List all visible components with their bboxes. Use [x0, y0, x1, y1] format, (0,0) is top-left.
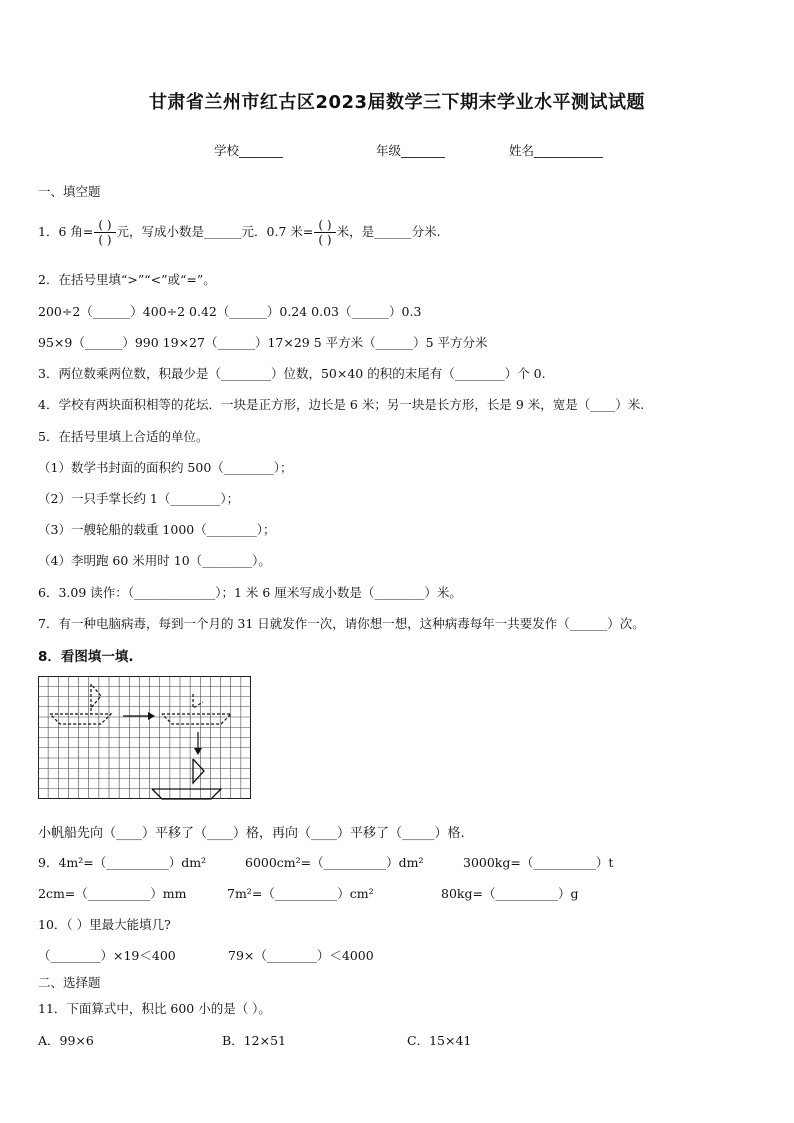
question-10-item-1: （________）×19＜400 — [38, 948, 176, 963]
grade-field: 年级_______ — [376, 143, 445, 158]
q1-middle: 元，写成小数是______元．0.7 米= — [116, 224, 314, 239]
question-6: 6．3.09 读作：（_____________）；1 米 6 厘米写成小数是（________）米。 — [38, 585, 462, 600]
question-3: 3．两位数乘两位数，积最少是（________）位数，50×40 的积的末尾有（________）个 0. — [38, 366, 546, 381]
question-7: 7．有一种电脑病毒，每到一个月的 31 日就发作一次，请你想一想，这种病毒每年一共要发作（______）次。 — [38, 616, 645, 631]
question-9-c: 3000kg=（__________）t — [463, 855, 614, 870]
question-11-option-a: A．99×6 — [38, 1033, 94, 1048]
question-2-row-2: 95×9（______）990 19×27（______）17×29 5 平方米（______）5 平方分米 — [38, 335, 488, 350]
section-fill-blank: 一、填空题 — [38, 184, 101, 199]
question-4: 4．学校有两块面积相等的花坛．一块是正方形，边长是 6 米；另一块是长方形，长是 9 米，宽是（____）米. — [38, 397, 645, 412]
q1-frac2-numerator: ( ) — [314, 218, 335, 233]
question-11-option-c: C．15×41 — [407, 1033, 472, 1048]
question-5-item-2: （2）一只手掌长约 1（________）； — [38, 491, 240, 506]
question-11-stem: 11．下面算式中，积比 600 小的是（ ）。 — [38, 1001, 271, 1016]
question-9-e: 7m²=（__________）cm² — [227, 886, 374, 901]
question-9-f: 80kg=（__________）g — [441, 886, 579, 901]
page-title: 甘肃省兰州市红古区2023届数学三下期末学业水平测试试题 — [148, 92, 646, 113]
question-11-option-b: B．12×51 — [222, 1033, 286, 1048]
grid-sailboat-figure — [38, 676, 252, 800]
question-5-item-4: （4）李明跑 60 米用时 10（________）。 — [38, 553, 271, 568]
question-8-answer: 小帆船先向（____）平移了（____）格，再向（____）平移了（_____）格. — [38, 826, 465, 841]
q1-frac2-denominator: ( ) — [318, 233, 332, 247]
question-10-stem: 10．（ ）里最大能填几? — [38, 917, 171, 932]
q1-frac1-numerator: ( ) — [94, 218, 115, 233]
question-9-b: 6000cm²=（__________）dm² — [245, 855, 424, 870]
question-5-stem: 5．在括号里填上合适的单位。 — [38, 429, 209, 444]
question-5-item-3: （3）一艘轮船的载重 1000（________）； — [38, 522, 276, 537]
q1-prefix: 1．6 角= — [38, 224, 94, 239]
q1-suffix: 米，是______分米. — [336, 224, 441, 239]
question-9-a: 9．4m²=（__________）dm² — [38, 855, 207, 870]
question-8-stem: 8．看图填一填. — [38, 649, 134, 665]
q1-fraction-1 — [94, 218, 115, 247]
question-2-row-1: 200÷2（______）400÷2 0.42（______）0.24 0.03（______）0.3 — [38, 304, 422, 319]
school-field: 学校_______ — [214, 143, 283, 158]
q1-fraction-2 — [314, 218, 335, 247]
question-10-item-2: 79×（________）＜4000 — [228, 948, 374, 963]
question-5-item-1: （1）数学书封面的面积约 500（________）； — [38, 460, 293, 475]
question-9-d: 2cm=（__________）mm — [38, 886, 187, 901]
section-multiple-choice: 二、选择题 — [38, 975, 101, 990]
q1-frac1-denominator: ( ) — [98, 233, 112, 247]
question-2-stem: 2．在括号里填“>”“<”或“=”。 — [38, 272, 216, 287]
name-field: 姓名___________ — [509, 143, 603, 158]
question-1 — [38, 212, 441, 252]
